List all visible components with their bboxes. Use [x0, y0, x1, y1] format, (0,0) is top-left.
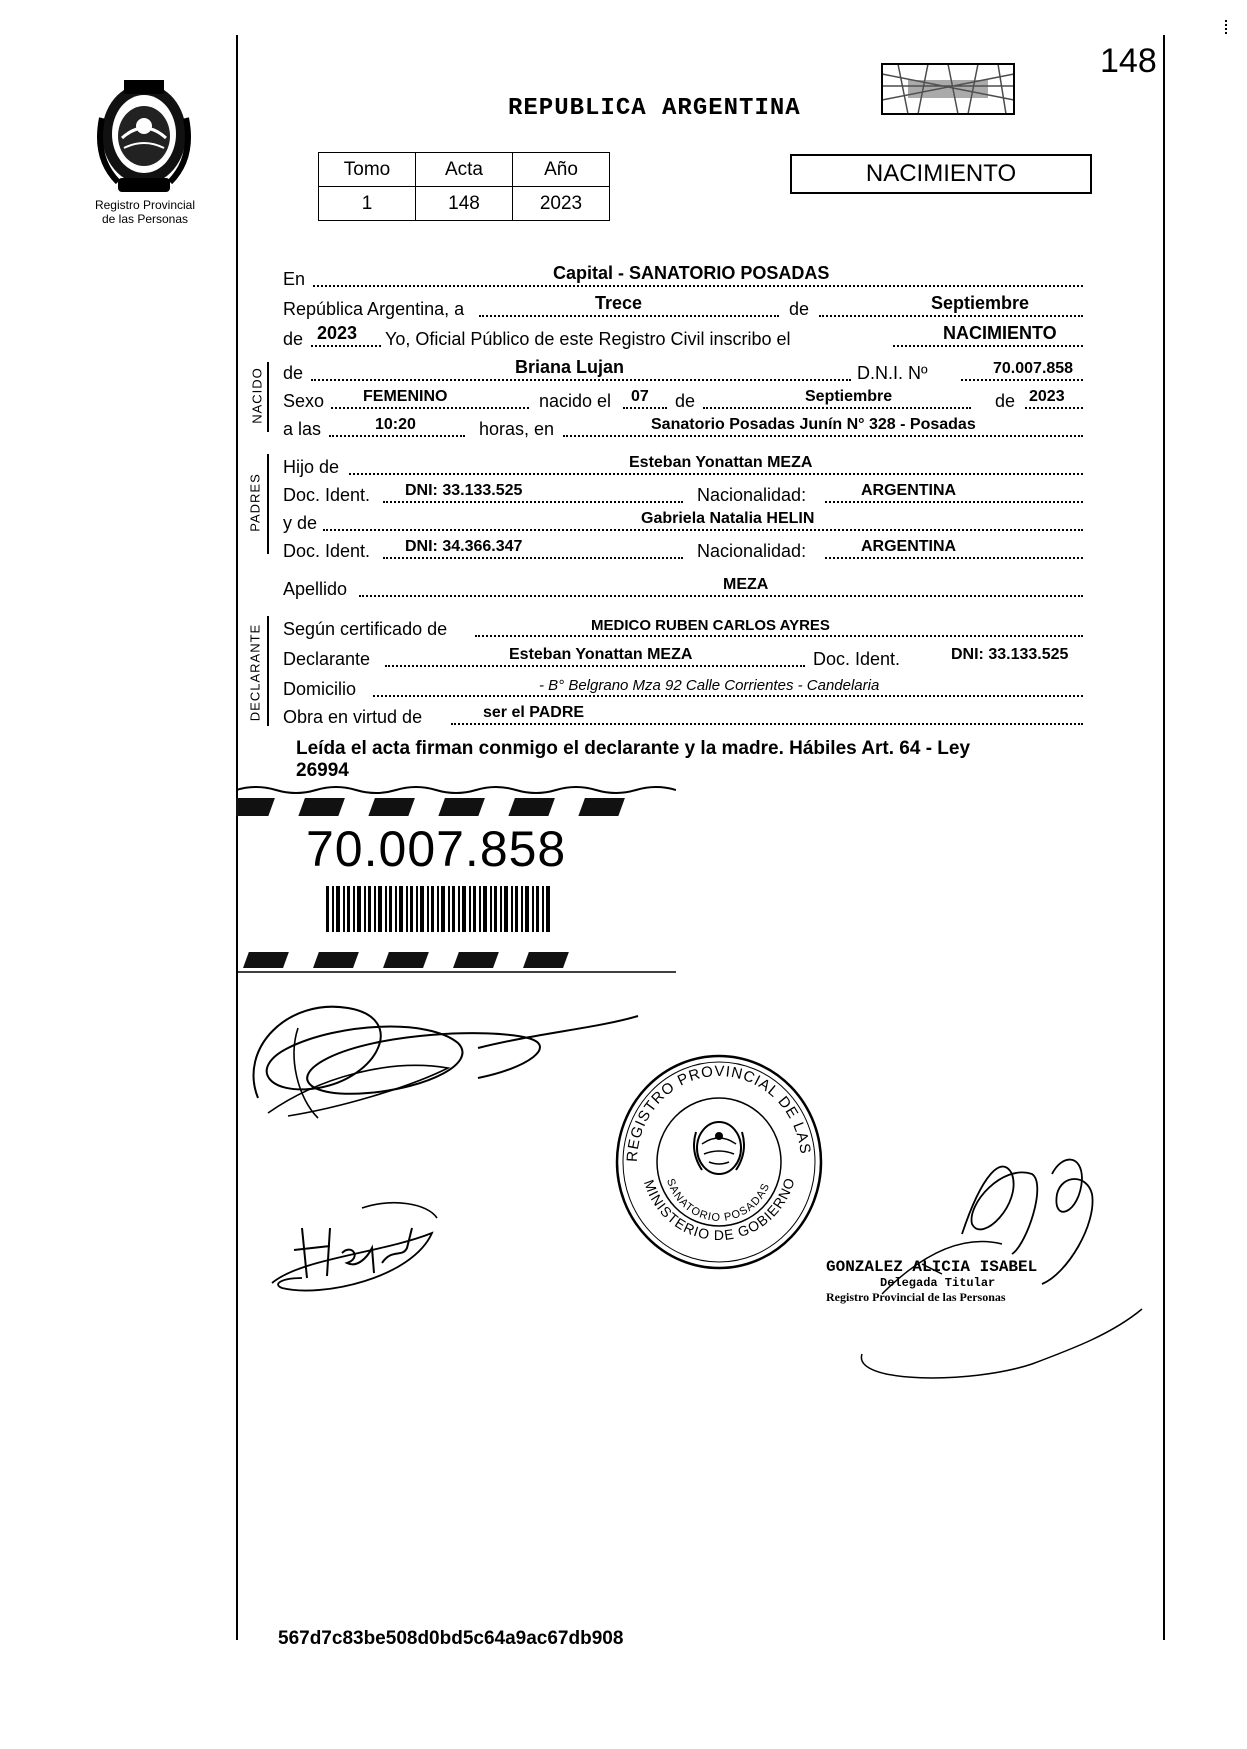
dni-sticker [236, 784, 676, 974]
dots-padre-nac [825, 501, 1083, 503]
row-nombre [283, 356, 1143, 384]
record-box-header-anio: Año [513, 153, 610, 187]
row-padre-doc [283, 478, 1143, 506]
value-madre-doc: DNI: 34.366.347 [405, 538, 523, 555]
value-padre-nac: ARGENTINA [861, 482, 957, 499]
record-box-header-acta: Acta [416, 153, 513, 187]
svg-text:MINISTERIO DE GOBIERNO [641, 1175, 798, 1243]
dots-dni [961, 379, 1083, 381]
row-apellido [283, 572, 1143, 600]
dots-apellido [359, 595, 1083, 597]
value-obra: ser el PADRE [483, 704, 585, 721]
record-box [318, 152, 610, 221]
value-madre-nac: ARGENTINA [861, 538, 957, 555]
corner-mark [1225, 20, 1230, 34]
dots-lugar-nacimiento [563, 435, 1083, 437]
official-seal [612, 1052, 826, 1272]
label-y-de: y de [283, 513, 318, 533]
dots-madre-doc [383, 557, 683, 559]
value-mes-nacimiento: Septiembre [805, 388, 893, 405]
signatory-block [826, 1258, 1146, 1305]
label-nacionalidad-1: Nacionalidad: [697, 485, 807, 505]
value-sexo: FEMENINO [363, 388, 448, 405]
record-box-headers [319, 153, 610, 187]
sticker-pattern [236, 784, 676, 974]
record-box-value-acta: 148 [416, 187, 513, 221]
value-padre-doc: DNI: 33.133.525 [405, 482, 523, 499]
row-en [283, 262, 1143, 290]
row-padre [283, 450, 1143, 478]
row-sexo [283, 384, 1143, 412]
row-oficial [283, 322, 1143, 350]
dots-declarante [385, 665, 805, 667]
seal-text-bottom: MINISTERIO DE GOBIERNO [640, 1175, 798, 1244]
country-title: REPUBLICA ARGENTINA [508, 95, 801, 122]
label-nacionalidad-2: Nacionalidad: [697, 541, 807, 561]
label-de-nacido: de [283, 363, 304, 383]
value-declarante: Esteban Yonattan MEZA [509, 646, 693, 663]
security-stamp [878, 60, 1018, 118]
right-margin-line [1163, 35, 1165, 1640]
nacido-bar [267, 362, 269, 432]
closing-text [296, 738, 1126, 782]
section-label-padres: PADRES [247, 473, 263, 532]
row-hora [283, 412, 1143, 440]
label-doc-ident-2: Doc. Ident. [283, 541, 371, 561]
barcode [326, 886, 552, 932]
signatory-title: Delegada Titular [880, 1276, 996, 1290]
label-de-2: de [283, 329, 304, 349]
label-declarante: Declarante [283, 649, 371, 669]
dots-en [313, 285, 1083, 287]
label-oficial: Yo, Oficial Público de este Registro Civil inscribo el [385, 329, 791, 349]
row-republica [283, 292, 1143, 320]
dni-sticker-number: 70.007.858 [306, 821, 567, 877]
value-anio-nacimiento: 2023 [1029, 388, 1065, 405]
value-dni: 70.007.858 [993, 360, 1074, 377]
value-mes-inscripcion: Septiembre [931, 293, 1030, 313]
dots-dia-nacimiento [623, 407, 667, 409]
page-number: 148 [1100, 42, 1157, 80]
label-en: En [283, 269, 306, 289]
record-box-header-tomo: Tomo [319, 153, 416, 187]
value-declarante-doc: DNI: 33.133.525 [951, 646, 1069, 663]
record-box-values [319, 187, 610, 221]
label-republica: República Argentina, a [283, 299, 465, 319]
provincial-crest-icon [88, 78, 200, 196]
row-domicilio [283, 672, 1143, 700]
label-nacido-el: nacido el [539, 391, 612, 411]
value-domicilio: - B° Belgrano Mza 92 Calle Corrientes - Candelaria [539, 677, 880, 694]
dots-certificado [475, 635, 1083, 637]
dots-domicilio [373, 695, 1083, 697]
row-madre [283, 506, 1143, 534]
dots-madre-nac [825, 557, 1083, 559]
row-certificado [283, 612, 1143, 640]
signature-madre [262, 1188, 442, 1298]
seal-crest-icon [694, 1122, 744, 1174]
declarante-bar [267, 616, 269, 726]
dots-mes-inscripcion [819, 315, 1083, 317]
seal-text-inner: SANATORIO POSADAS [664, 1177, 773, 1225]
registry-logo [88, 78, 200, 196]
row-obra [283, 700, 1143, 728]
registry-caption-line-2: de las Personas [101, 212, 189, 226]
padres-bar [267, 454, 269, 554]
dots-hora [329, 435, 465, 437]
value-dia-inscripcion: Trece [595, 293, 643, 313]
seal-text-top: REGISTRO PROVINCIAL DE LAS [623, 1062, 814, 1163]
registry-caption-line-1: Registro Provincial [94, 198, 196, 212]
label-obra: Obra en virtud de [283, 707, 423, 727]
label-de-3: de [675, 391, 696, 411]
value-tipo-inscripcion: NACIMIENTO [943, 323, 1057, 343]
value-lugar-nacimiento: Sanatorio Posadas Junín N° 328 - Posadas [651, 416, 976, 433]
label-segun: Según certificado de [283, 619, 448, 639]
record-box-value-tomo: 1 [319, 187, 416, 221]
value-hora: 10:20 [375, 416, 416, 433]
closing-text-line-2: 26994 [296, 760, 349, 781]
label-de-1: de [789, 299, 810, 319]
value-dia-nacimiento: 07 [631, 388, 649, 405]
value-nombre: Briana Lujan [515, 357, 625, 377]
signature-declarante [228, 988, 648, 1138]
value-padre: Esteban Yonattan MEZA [629, 454, 813, 471]
label-apellido: Apellido [283, 579, 348, 599]
label-a-las: a las [283, 419, 322, 439]
dots-padre-doc [383, 501, 683, 503]
dots-tipo-inscripcion [893, 345, 1083, 347]
label-hijo-de: Hijo de [283, 457, 340, 477]
value-apellido: MEZA [723, 576, 769, 593]
signatory-office: Registro Provincial de las Personas [826, 1290, 1006, 1304]
dots-anio-nacimiento [1025, 407, 1083, 409]
closing-text-line-1: Leída el acta firman conmigo el declarante y la madre. Hábiles Art. 64 - Ley [296, 738, 971, 759]
label-domicilio: Domicilio [283, 679, 357, 699]
label-doc-ident-1: Doc. Ident. [283, 485, 371, 505]
dots-sexo [331, 407, 529, 409]
value-madre: Gabriela Natalia HELIN [641, 510, 815, 527]
row-madre-doc [283, 534, 1143, 562]
label-sexo: Sexo [283, 391, 325, 411]
dots-madre [323, 529, 1083, 531]
label-dni: D.N.I. Nº [857, 363, 928, 383]
dots-nombre [311, 379, 851, 381]
dots-mes-nacimiento [703, 407, 971, 409]
label-de-4: de [995, 391, 1016, 411]
dots-dia-inscripcion [479, 315, 779, 317]
document-hash: 567d7c83be508d0bd5c64a9ac67db908 [278, 1628, 624, 1649]
value-lugar: Capital - SANATORIO POSADAS [553, 263, 830, 283]
signatory-name: GONZALEZ ALICIA ISABEL [826, 1258, 1038, 1276]
dots-padre [349, 473, 1083, 475]
barcode-icon [326, 886, 552, 932]
label-doc-ident-3: Doc. Ident. [813, 649, 901, 669]
label-horas-en: horas, en [479, 419, 555, 439]
value-anio-inscripcion: 2023 [317, 323, 358, 343]
section-label-declarante: DECLARANTE [247, 623, 263, 722]
row-declarante [283, 642, 1143, 670]
record-type-box: NACIMIENTO [790, 154, 1092, 194]
record-box-value-anio: 2023 [513, 187, 610, 221]
registry-caption [60, 198, 230, 226]
dots-anio-inscripcion [311, 345, 381, 347]
dots-obra [451, 723, 1083, 725]
value-certificado: MEDICO RUBEN CARLOS AYRES [591, 617, 830, 634]
section-label-nacido: NACIDO [249, 367, 265, 424]
